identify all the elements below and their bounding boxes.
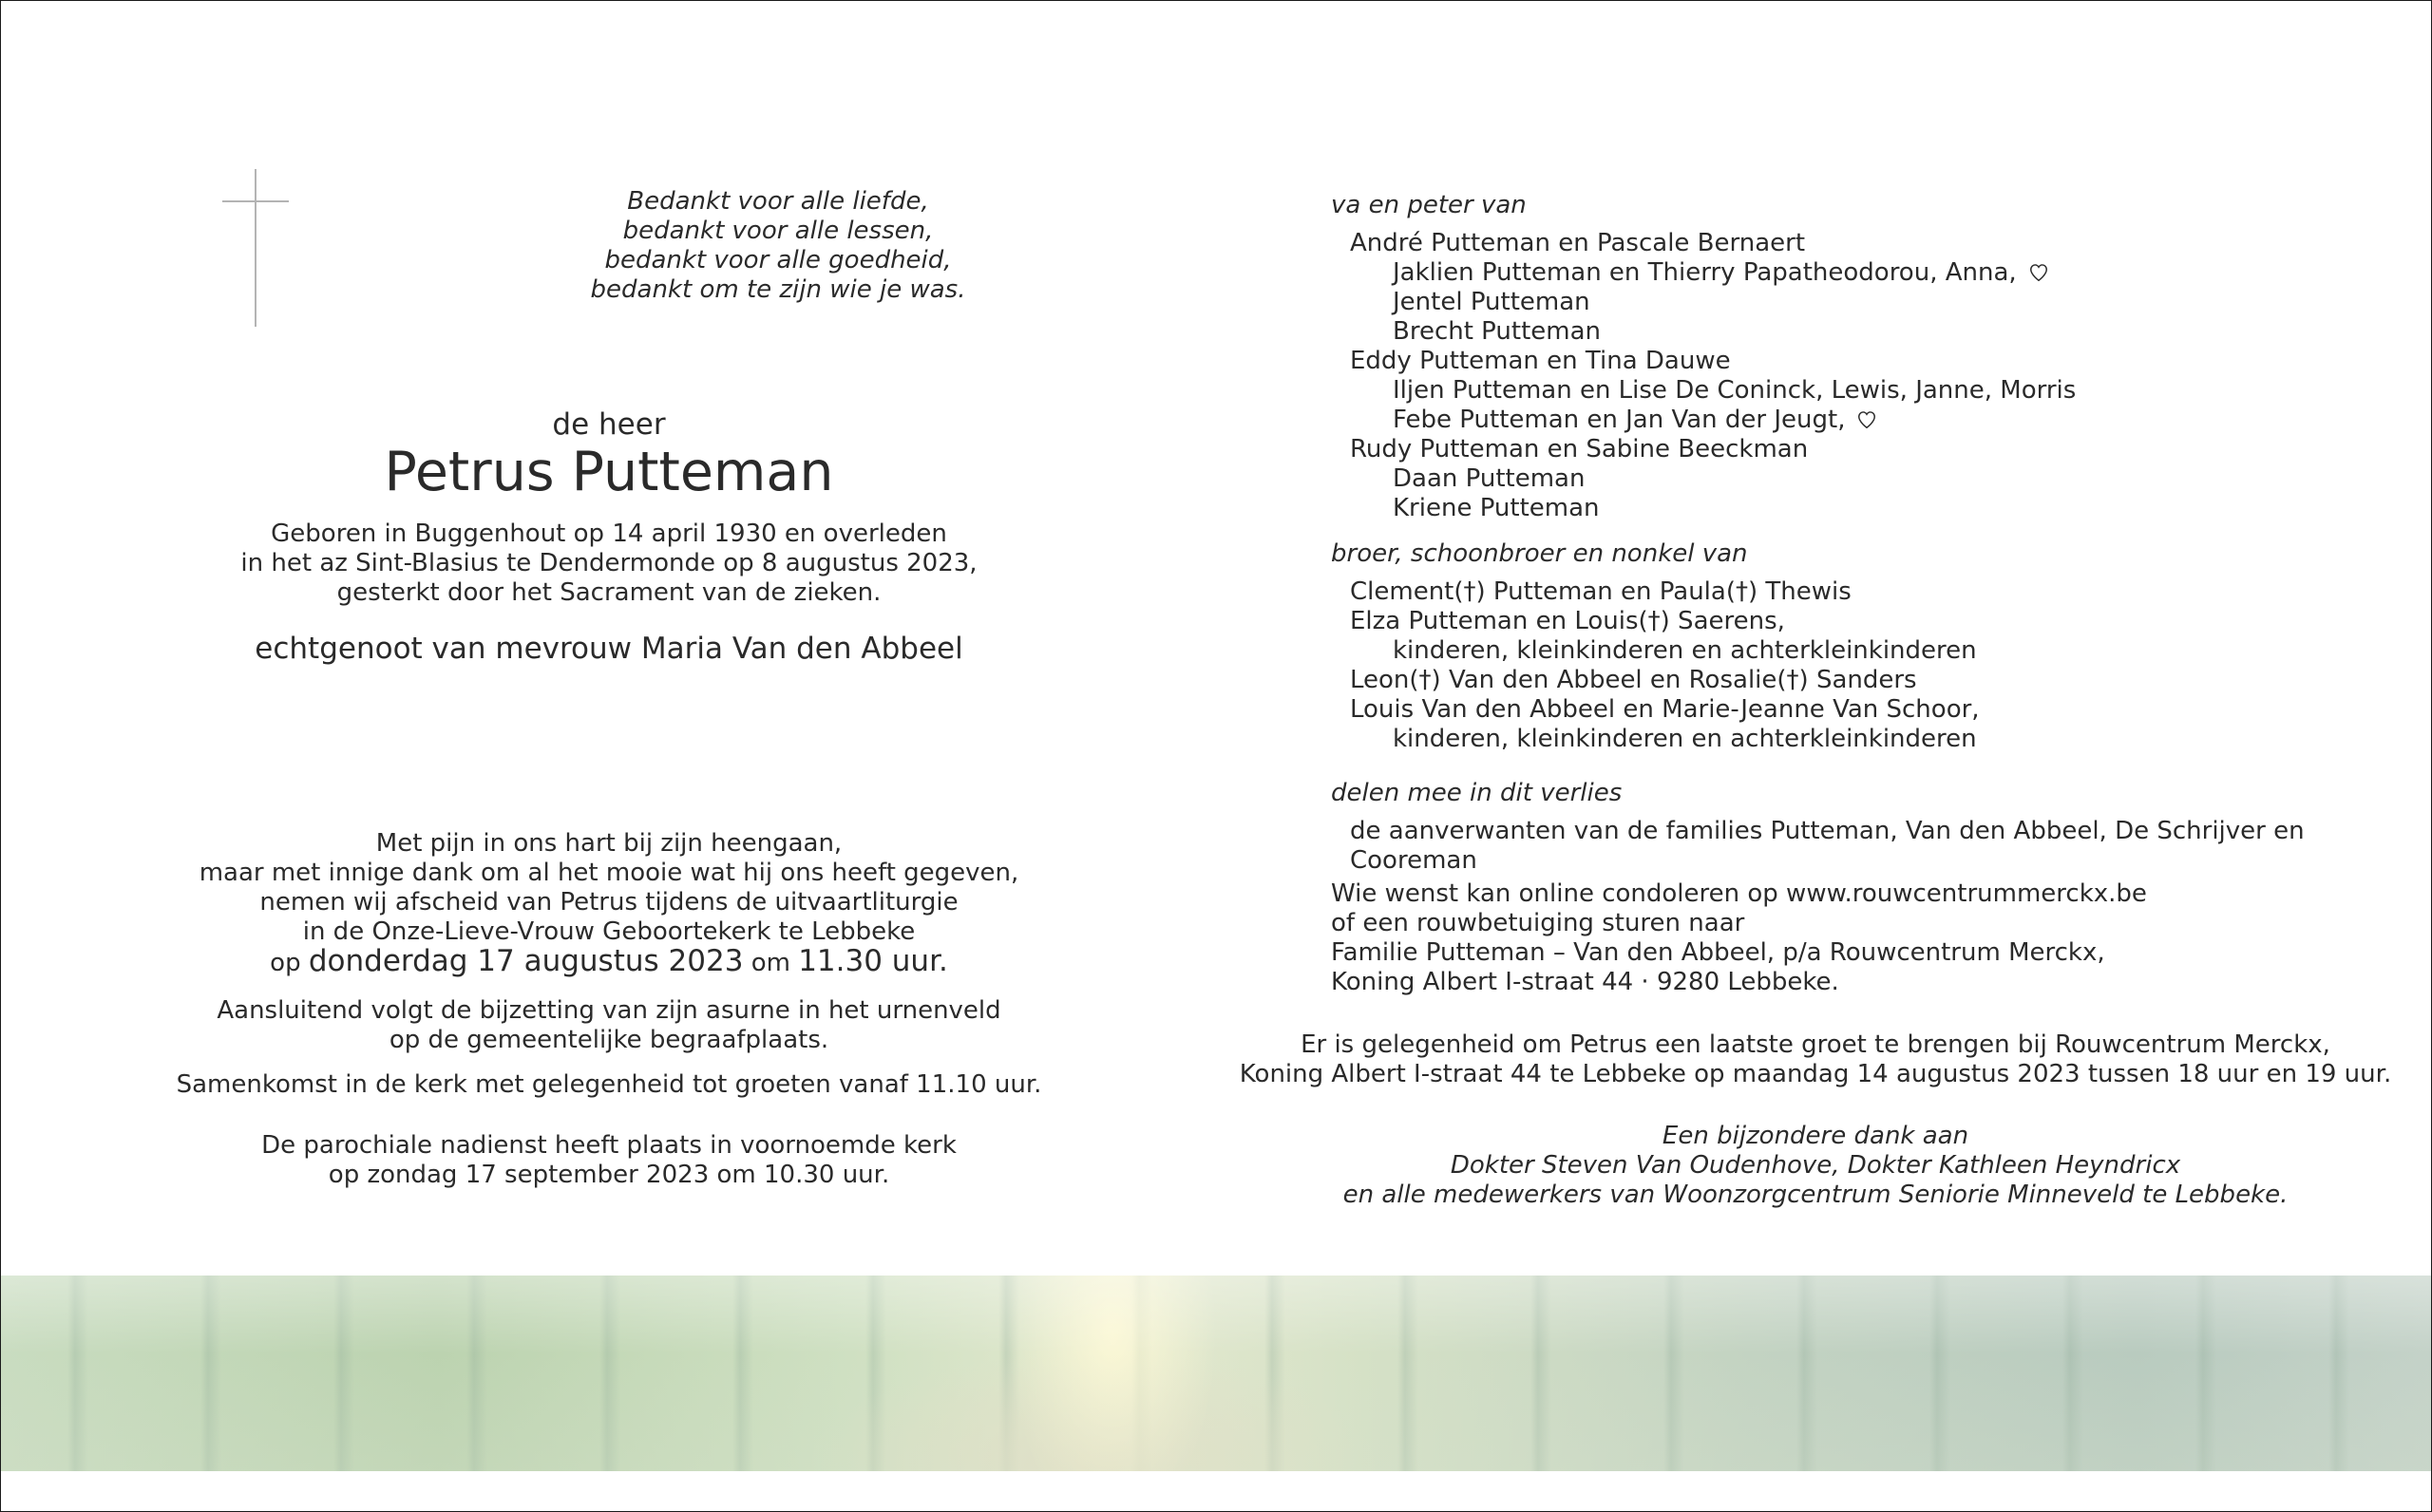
thanks-line: Een bijzondere dank aan	[1662, 1122, 1969, 1150]
mass-line: De parochiale nadienst heeft plaats in voornoemde kerk	[261, 1131, 957, 1160]
list-item-text: André Putteman en Pascale Bernaert	[1350, 229, 1806, 257]
list-item-text: Jentel Putteman	[1393, 288, 1590, 316]
funeral-datetime	[1, 944, 1217, 978]
condolence-line: Koning Albert I-straat 44 · 9280 Lebbeke.	[1331, 968, 1839, 996]
funeral-time: 11.30 uur.	[798, 944, 948, 978]
burial-line: op de gemeentelijke begraafplaats.	[389, 1026, 829, 1054]
list-item	[1331, 317, 2076, 347]
list-item	[1331, 406, 2076, 435]
list-item-text: Iljen Putteman en Lise De Coninck, Lewis, Janne, Morris	[1393, 376, 2077, 405]
deceased-name: Petrus Putteman	[384, 441, 834, 503]
section-label: va en peter van	[1331, 191, 1527, 219]
heart-icon	[2028, 262, 2049, 283]
list-item-text: Louis Van den Abbeel en Marie-Jeanne Van Schoor,	[1350, 695, 1980, 724]
relatives-section	[1331, 779, 2431, 876]
list-item-text: Brecht Putteman	[1393, 317, 1602, 346]
list-item	[1331, 577, 1980, 607]
visit-line: Koning Albert I-straat 44 te Lebbeke op maandag 14 augustus 2023 tussen 18 uur en 19 uur.	[1239, 1060, 2392, 1088]
thanks-info	[1217, 1122, 2414, 1210]
birth-death-info	[1, 520, 1217, 608]
gathering-info: Samenkomst in de kerk met gelegenheid tot groeten vanaf 11.10 uur.	[176, 1070, 1042, 1099]
list-item	[1331, 229, 2076, 258]
funeral-om: om	[750, 949, 790, 977]
poem-line: bedankt om te zijn wie je was.	[590, 275, 966, 304]
visit-line: Er is gelegenheid om Petrus een laatste groet te brengen bij Rouwcentrum Merckx,	[1301, 1030, 2330, 1059]
list-item	[1331, 435, 2076, 464]
list-item	[1331, 347, 2076, 376]
list-item	[1331, 376, 2076, 406]
list-item	[1331, 494, 2076, 523]
info-line: Geboren in Buggenhout op 14 april 1930 en overleden	[271, 520, 947, 548]
mass-line: op zondag 17 september 2023 om 10.30 uur.	[328, 1161, 890, 1189]
funeral-line: nemen wij afscheid van Petrus tijdens de uitvaartliturgie	[259, 888, 959, 917]
poem-line: bedankt voor alle lessen,	[622, 217, 934, 245]
heart-icon	[1856, 409, 1877, 430]
burial-line: Aansluitend volgt de bijzetting van zijn asurne in het urnenveld	[217, 996, 1001, 1025]
name-prefix: de heer	[552, 407, 666, 442]
list-item-text: Eddy Putteman en Tina Dauwe	[1350, 347, 1731, 375]
list-item-text: Leon(†) Van den Abbeel en Rosalie(†) Sanders	[1350, 666, 1917, 694]
funeral-date: donderdag 17 augustus 2023	[308, 944, 744, 978]
list-item-text: Elza Putteman en Louis(†) Saerens,	[1350, 607, 1785, 635]
condolence-line: of een rouwbetuiging sturen naar	[1331, 909, 1745, 937]
funeral-info	[1, 829, 1217, 978]
info-line: gesterkt door het Sacrament van de zieken.	[336, 578, 882, 607]
list-item	[1331, 607, 1980, 636]
spouse-line: echtgenoot van mevrouw Maria Van den Abbeel	[255, 632, 963, 666]
poem-line: Bedankt voor alle liefde,	[627, 187, 929, 216]
poem-line: bedankt voor alle goedheid,	[604, 246, 952, 274]
section-label: delen mee in dit verlies	[1331, 779, 1623, 807]
forest-banner-overlay	[1, 1276, 2431, 1471]
list-item	[1331, 666, 1980, 695]
thanks-line: Dokter Steven Van Oudenhove, Dokter Kathleen Heyndricx	[1450, 1151, 2181, 1180]
cross-icon	[255, 169, 256, 327]
list-item-text: kinderen, kleinkinderen en achterkleinkinderen	[1393, 636, 1977, 665]
relatives-text: de aanverwanten van de families Putteman, Van den Abbeel, De Schrijver en Cooreman	[1350, 817, 2305, 875]
list-item-text: Jaklien Putteman en Thierry Papatheodorou, Anna,	[1393, 258, 2017, 287]
family-section	[1331, 191, 2076, 523]
mass-info	[1, 1131, 1217, 1190]
burial-info	[1, 996, 1217, 1055]
funeral-op: op	[270, 949, 301, 977]
siblings-section	[1331, 539, 1980, 754]
cross-icon-bar	[222, 200, 289, 202]
list-item	[1331, 464, 2076, 494]
list-item	[1331, 725, 1980, 754]
info-line: in het az Sint-Blasius te Dendermonde op 8 augustus 2023,	[240, 549, 978, 577]
list-item-text: Febe Putteman en Jan Van der Jeugt,	[1393, 406, 1846, 434]
condolence-line: Wie wenst kan online condoleren op www.rouwcentrummerckx.be	[1331, 879, 2147, 908]
list-item-text: Kriene Putteman	[1393, 494, 1600, 522]
list-item-text: kinderen, kleinkinderen en achterkleinkinderen	[1393, 725, 1977, 753]
list-item	[1331, 695, 1980, 725]
thanks-line: en alle medewerkers van Woonzorgcentrum Seniorie Minneveld te Lebbeke.	[1342, 1181, 2289, 1209]
funeral-line: maar met innige dank om al het mooie wat hij ons heeft gegeven,	[199, 859, 1019, 887]
list-item-text: Clement(†) Putteman en Paula(†) Thewis	[1350, 577, 1852, 606]
list-item	[1331, 636, 1980, 666]
funeral-line: in de Onze-Lieve-Vrouw Geboortekerk te Lebbeke	[302, 917, 916, 946]
funeral-line: Met pijn in ons hart bij zijn heengaan,	[375, 829, 843, 858]
siblings-list	[1331, 577, 1980, 754]
condolence-line: Familie Putteman – Van den Abbeel, p/a Rouwcentrum Merckx,	[1331, 938, 2105, 967]
family-list	[1331, 229, 2076, 523]
list-item	[1331, 258, 2076, 288]
section-label: broer, schoonbroer en nonkel van	[1331, 539, 1748, 568]
list-item-text: Rudy Putteman en Sabine Beeckman	[1350, 435, 1809, 463]
visitation-info	[1217, 1030, 2414, 1089]
list-item-text: Daan Putteman	[1393, 464, 1586, 493]
list-item	[1331, 288, 2076, 317]
condolence-info	[1331, 879, 2147, 997]
